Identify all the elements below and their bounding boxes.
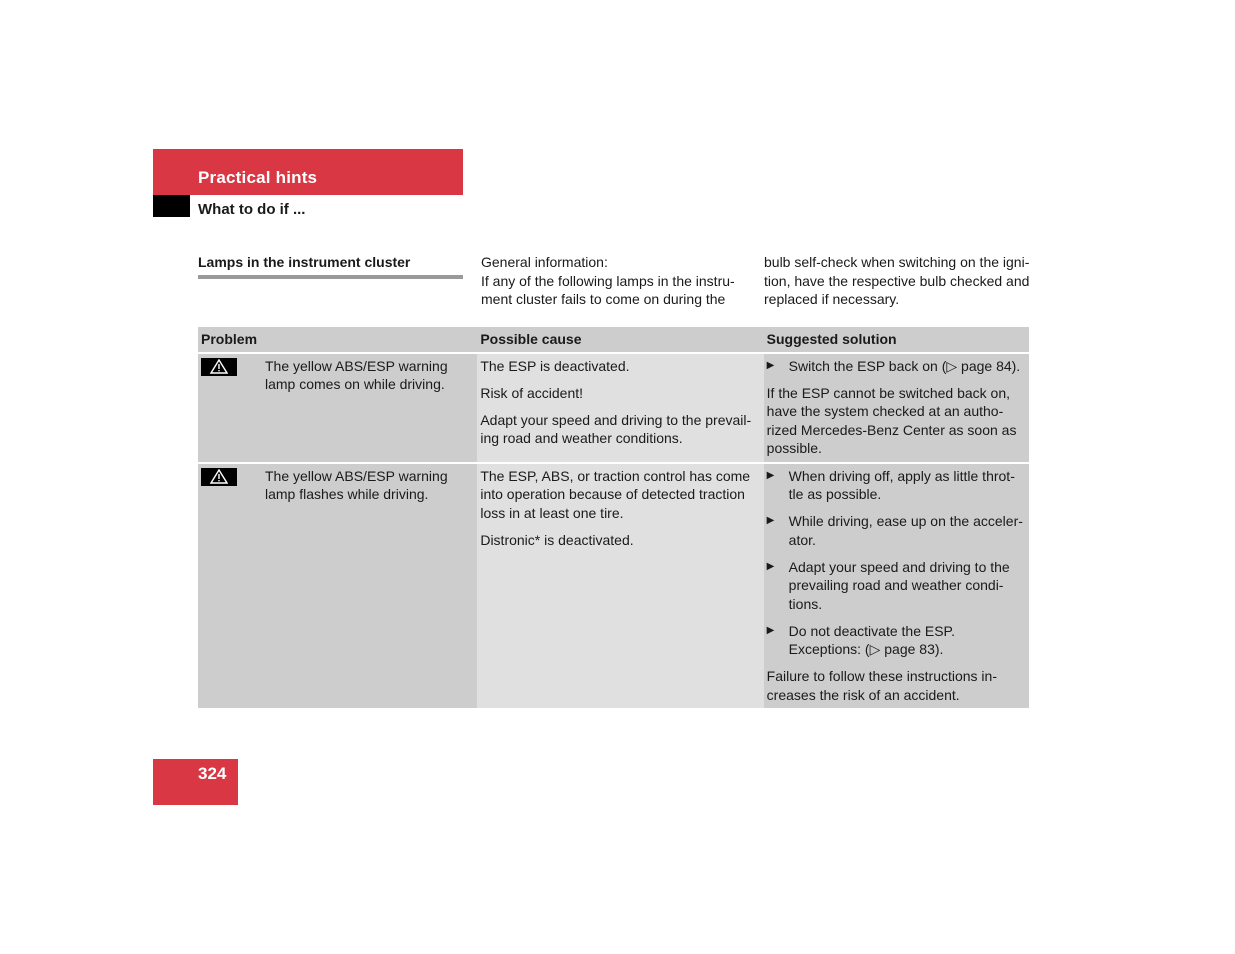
solution-note: Failure to follow these instructions in-creases the risk of an accident. [766, 668, 997, 703]
intro-left-column [481, 253, 751, 309]
problem-text: The yellow ABS/ESP warning lamp comes on while driving. [265, 357, 448, 392]
solution-bullet-text: Adapt your speed and driving to the prevailing road and weather condi-tions. [788, 558, 1010, 612]
table-header-row [198, 327, 1029, 353]
problem-text: The yellow ABS/ESP warning lamp flashes while driving. [265, 467, 448, 502]
solution-bullet [767, 512, 1026, 549]
bullet-arrow-icon: ▶ [766, 515, 775, 526]
problem-cell [198, 353, 477, 463]
chapter-title: Practical hints [198, 168, 318, 187]
solution-note: If the ESP cannot be switched back on, have the system checked at an autho-rized Mercedes-Benz Center as soon as possible. [766, 384, 1017, 456]
solution-bullet [767, 622, 1026, 659]
bullet-arrow-icon: ▶ [766, 359, 775, 371]
solution-bullet [767, 558, 1026, 614]
cause-cell [477, 353, 763, 463]
cause-text: The ESP is deactivated. [480, 357, 630, 374]
table-row [198, 353, 1029, 463]
section-subtitle: What to do if ... [198, 201, 306, 218]
solution-bullet-text: While driving, ease up on the acceler-ator. [788, 513, 1023, 548]
header-suggested-solution: Suggested solution [764, 327, 1029, 353]
bullet-arrow-icon: ▶ [766, 560, 775, 572]
cause-text: The ESP, ABS, or traction control has come into operation because of detected traction loss in at least one tire. [480, 467, 751, 521]
solution-bullet-text: When driving off, apply as little throt-tle as possible. [788, 467, 1015, 502]
solution-bullet-text: Switch the ESP back on (▷ page 84). [788, 357, 1021, 374]
solution-cell [764, 353, 1029, 463]
solution-bullet-text: Do not deactivate the ESP. Exceptions: (▷ page 83). [788, 622, 955, 657]
section-heading: Lamps in the instrument cluster [198, 254, 463, 279]
intro-line1: General information: [481, 254, 608, 270]
header-possible-cause: Possible cause [477, 327, 763, 353]
solution-cell [764, 463, 1029, 710]
problem-cell [198, 463, 477, 710]
cause-text: Distronic* is deactivated. [480, 531, 634, 548]
cause-text: Adapt your speed and driving to the prevail-ing road and weather conditions. [480, 411, 752, 446]
page-number: 324 [198, 764, 227, 783]
lamp-troubleshooting-table [198, 327, 1029, 710]
intro-col1-text: If any of the following lamps in the instru-ment cluster fails to come on during the [481, 272, 735, 307]
cause-cell [477, 463, 763, 710]
intro-right-column [764, 253, 1034, 309]
header-marker [153, 195, 190, 217]
table-row [198, 463, 1029, 710]
warning-triangle-icon [201, 358, 237, 376]
solution-bullet [767, 467, 1026, 504]
bullet-arrow-icon: ▶ [766, 624, 775, 636]
bullet-arrow-icon: ▶ [766, 469, 775, 481]
header-problem: Problem [198, 327, 477, 353]
solution-bullet [767, 357, 1026, 376]
intro-col2-text: bulb self-check when switching on the igni-tion, have the respective bulb checked and replaced if necessary. [764, 254, 1030, 307]
cause-text: Risk of accident! [480, 384, 584, 401]
warning-triangle-icon [201, 468, 237, 486]
